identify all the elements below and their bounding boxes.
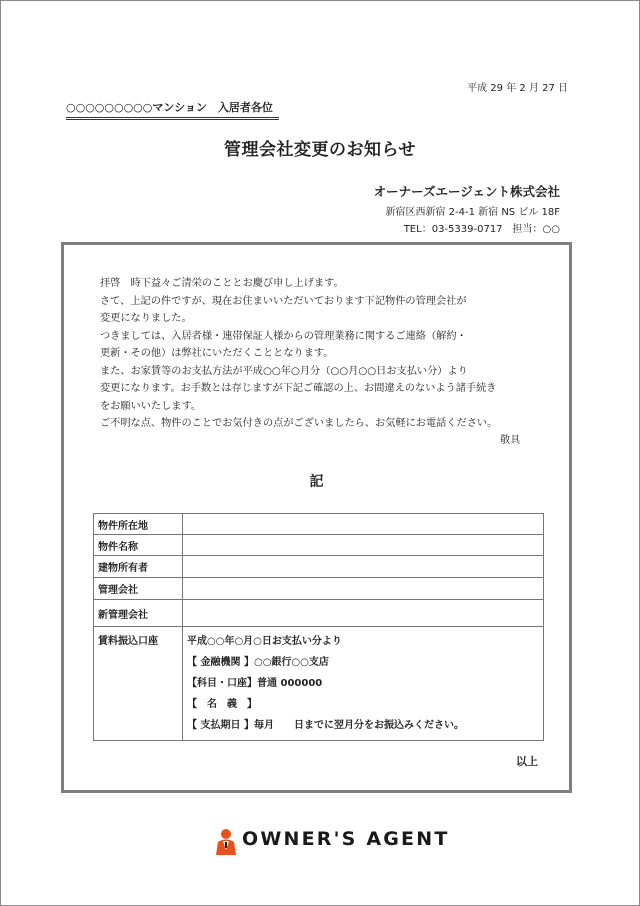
- company-name: オーナーズエージェント株式会社: [373, 184, 560, 199]
- letter-line: また、お家賃等のお支払方法が平成○○年○月分（○○月○○日お支払い分）より: [100, 365, 468, 377]
- property-location-value: [183, 514, 544, 535]
- building-owner-value: [183, 556, 544, 578]
- ki-heading: 記: [309, 474, 324, 490]
- payment-line: 【 名 義 】: [187, 699, 257, 710]
- rent-account-value: [183, 627, 544, 741]
- table-row: [94, 514, 544, 535]
- details-table: [93, 513, 544, 741]
- letter-line: 更新・その他）は弊社にいただくこととなります。: [100, 348, 334, 359]
- company-block: [374, 182, 560, 235]
- letter-closing: 敬具: [500, 435, 521, 446]
- letter-line: をお願いいたします。: [100, 400, 202, 412]
- letter-line: 変更になります。お手数とは存じますが下記ご確認の上、お間違えのないよう諸手続き: [100, 383, 497, 394]
- issue-date: 平成 29 年 2 月 27 日: [467, 83, 568, 94]
- payment-line: 平成○○年○月○日お支払い分より: [187, 636, 342, 647]
- rent-account-label: 賃料振込口座: [94, 627, 183, 741]
- management-company-value: [183, 578, 544, 600]
- company-tel: TEL：03-5339-0717 担当：○○: [403, 224, 560, 235]
- logo-text: OWNER'S AGENT: [242, 828, 450, 850]
- table-row: [94, 578, 544, 600]
- payment-line: 【 支払期日 】毎月 日までに翌月分をお振込みください。: [187, 720, 464, 731]
- company-address: 新宿区西新宿 2-4-1 新宿 NS ビル 18F: [385, 207, 560, 218]
- letter-line: つきましては、入居者様・連帯保証人様からの管理業務に関するご連絡（解約・: [100, 330, 467, 342]
- notice-box: [61, 242, 572, 793]
- payment-line: 【 金融機関 】○○銀行○○支店: [187, 657, 329, 668]
- letter-body: [100, 275, 530, 433]
- payment-line: 【科目・口座】普通 000000: [187, 678, 323, 689]
- property-location-label: 物件所在地: [94, 514, 183, 535]
- table-row: [94, 600, 544, 627]
- addressee: ○○○○○○○○○マンション 入居者各位: [66, 99, 279, 120]
- letter-line: 変更になりました。: [100, 313, 192, 324]
- letter-line: ご不明な点、物件のことでお気付きの点がございましたら、お気軽にお電話ください。: [100, 418, 498, 429]
- property-name-value: [183, 535, 544, 556]
- letter-line: 拝啓 時下益々ご清栄のこととお慶び申し上げます。: [100, 278, 344, 289]
- table-row: [94, 535, 544, 556]
- ijou-closing: 以上: [516, 755, 538, 768]
- property-name-label: 物件名称: [94, 535, 183, 556]
- letter-line: さて、上記の件ですが、現在お住まいいただいております下記物件の管理会社が: [100, 295, 467, 307]
- table-row: [94, 556, 544, 578]
- table-row: [94, 627, 544, 741]
- document-title: 管理会社変更のお知らせ: [224, 140, 416, 160]
- new-management-company-value: [183, 600, 544, 627]
- management-company-label: 管理会社: [94, 578, 183, 600]
- agent-figure-icon: [213, 828, 239, 856]
- building-owner-label: 建物所有者: [94, 556, 183, 578]
- new-management-company-label: 新管理会社: [94, 600, 183, 627]
